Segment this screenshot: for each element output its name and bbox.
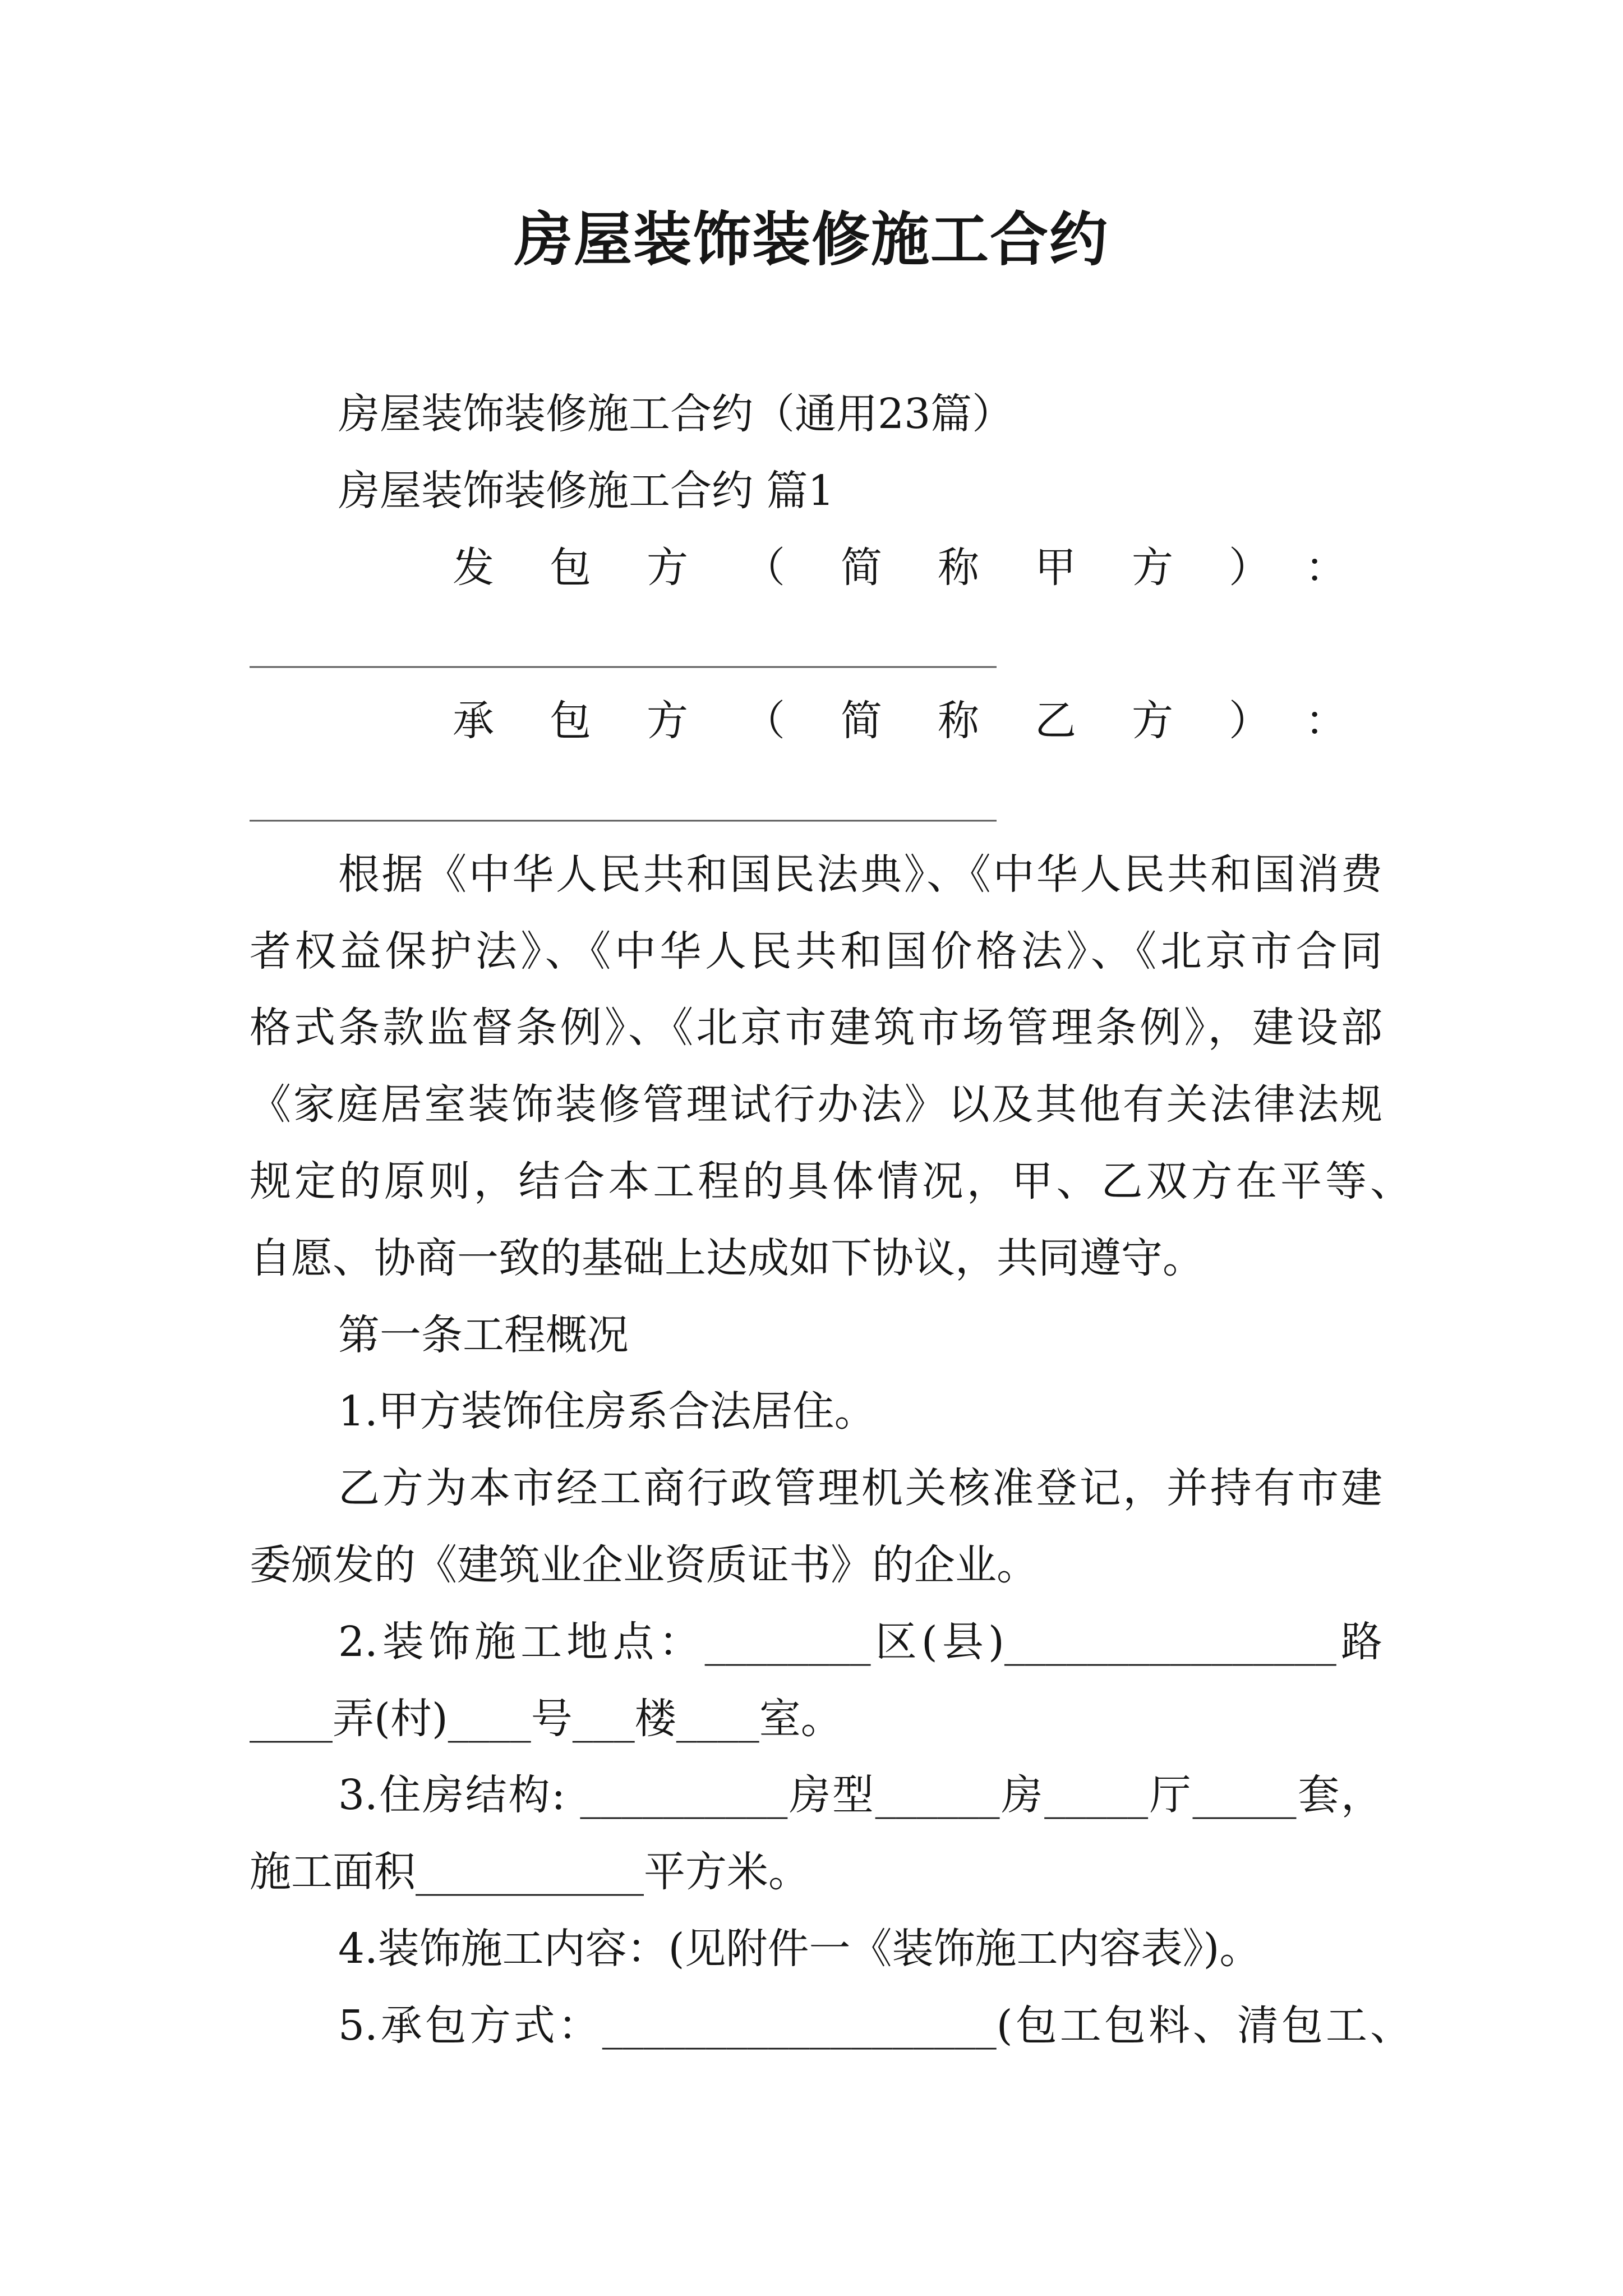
clause-line: 2.装饰施工地点：________区(县)________________路 — [338, 1617, 1382, 1666]
preamble-line: 者权益保护法》、《中华人民共和国价格法》、《北京市合同 — [250, 927, 1382, 976]
clause-line: 施工面积___________平方米。 — [250, 1848, 810, 1897]
document-title: 房屋装饰装修施工合约 — [514, 205, 1109, 274]
party-b-blank: ____________________________________ — [250, 773, 997, 822]
preamble-line: 根据《中华人民共和国民法典》、《中华人民共和国消费 — [338, 850, 1382, 899]
clause-3-housing-structure — [250, 1757, 1382, 1911]
preamble-line: 规定的原则，结合本工程的具体情况，甲、乙双方在平等、 — [250, 1157, 1412, 1205]
clause-line: 委颁发的《建筑业企业资质证书》的企业。 — [250, 1540, 1038, 1589]
preamble-line: 《家庭居室装饰装修管理试行办法》以及其他有关法律法规 — [250, 1080, 1382, 1129]
clause-1 — [250, 1373, 1382, 1450]
preamble-line: 格式条款监督条例》、《北京市建筑市场管理条例》，建设部 — [250, 1004, 1382, 1052]
clause-line: 1.甲方装饰住房系合法居住。 — [338, 1387, 876, 1436]
clause-2-site-address — [250, 1604, 1382, 1757]
clause-line: 3.住房结构: __________房型______房_____厅_____套， — [338, 1771, 1382, 1820]
document-body — [250, 376, 1412, 2064]
article-title: 房屋装饰装修施工合约 篇1 — [338, 466, 834, 515]
contractor-qualification — [250, 1450, 1382, 1604]
clause-4-work-content — [250, 1911, 1382, 1987]
clause-line: 4.装饰施工内容：(见附件一《装饰施工内容表》)。 — [338, 1924, 1261, 1973]
clause-line: 乙方为本市经工商行政管理机关核准登记，并持有市建 — [338, 1464, 1382, 1513]
preamble-paragraph — [250, 836, 1412, 1297]
preamble-line: 自愿、协商一致的基础上达成如下协议，共同遵守。 — [250, 1234, 1204, 1282]
clause-line: ____弄(村)____号___楼____室。 — [250, 1694, 842, 1743]
party-a-label: 发包方（简称甲方）： — [453, 543, 1402, 592]
collection-title: 房屋装饰装修施工合约（通用23篇） — [338, 390, 1014, 438]
clause-line: 5.承包方式：___________________(包工包料、清包工、 — [338, 2001, 1412, 2050]
party-a-blank: ____________________________________ — [250, 620, 997, 669]
clause-5-contract-method — [250, 1987, 1412, 2064]
party-b-label: 承包方（简称乙方）： — [453, 697, 1402, 746]
section-heading: 第一条工程概况 — [338, 1310, 629, 1359]
